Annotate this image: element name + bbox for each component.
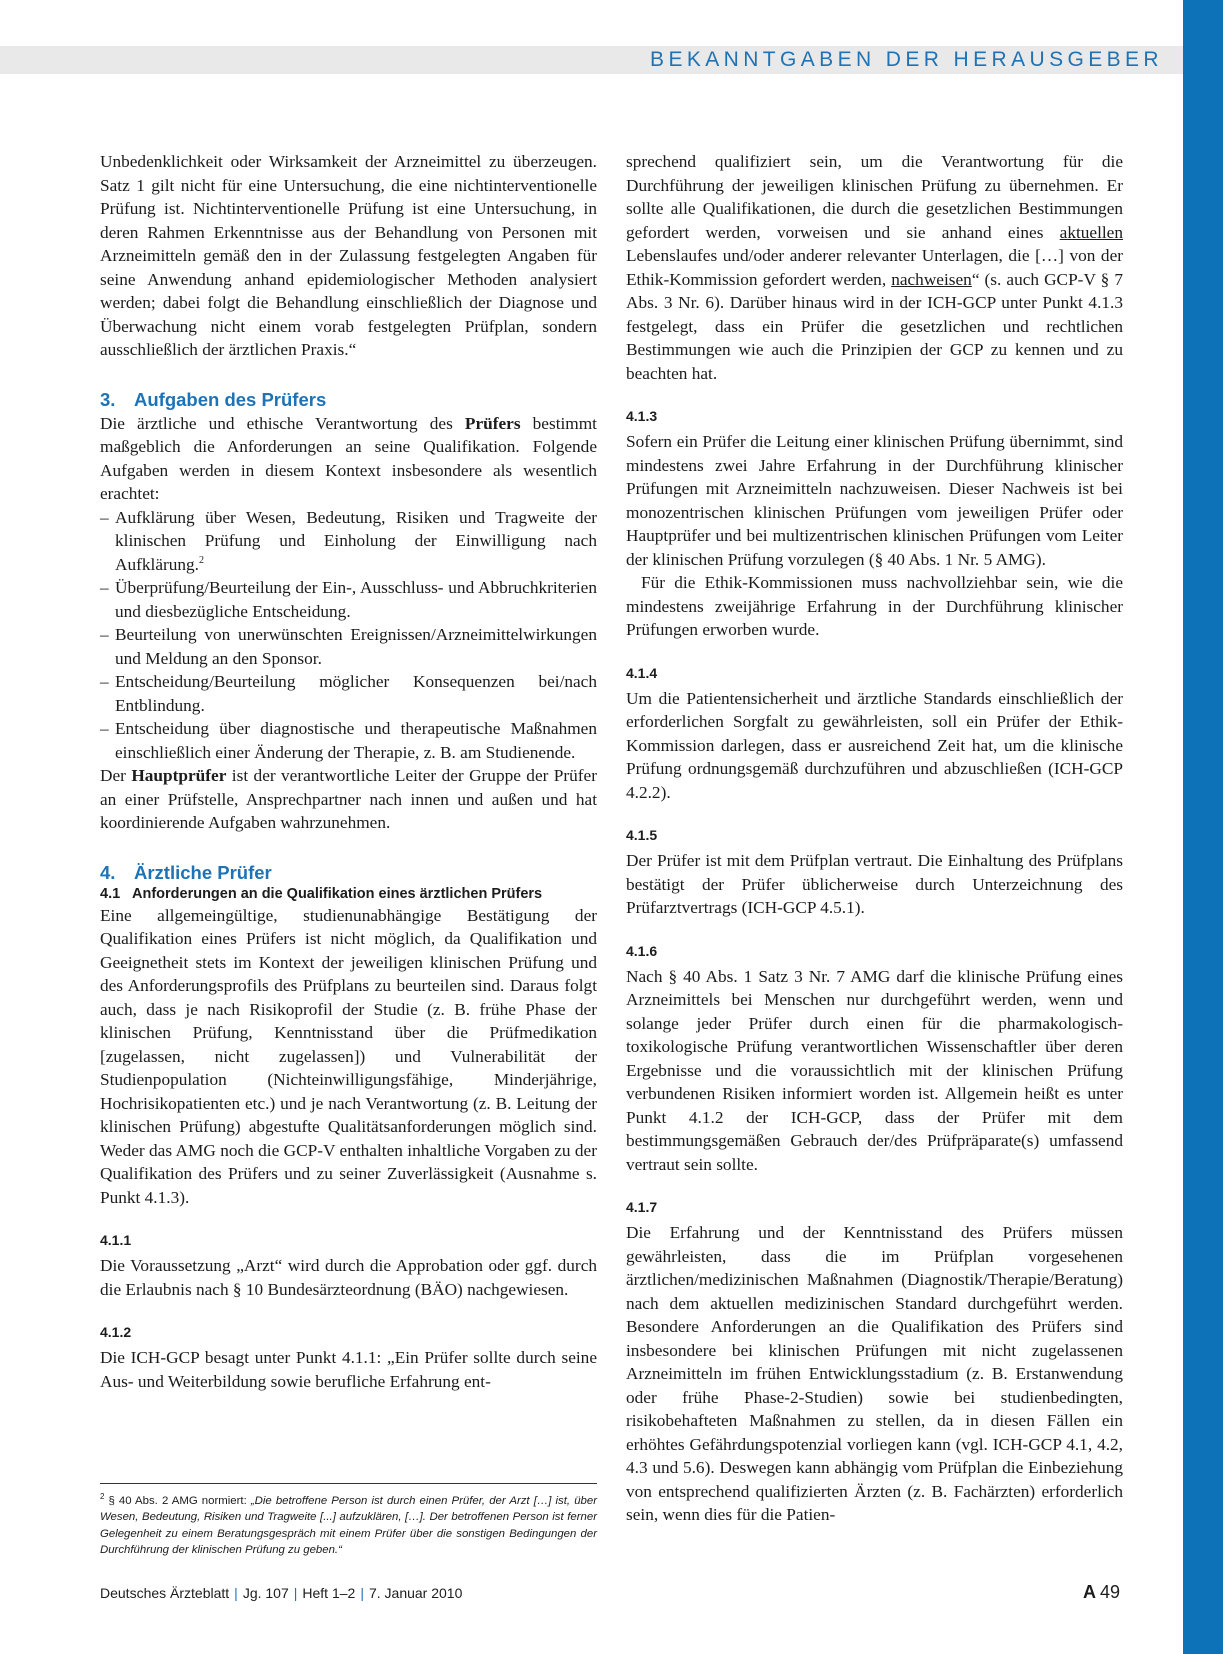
list-item: – Entscheidung/Beurteilung möglicher Konsequenzen bei/nach Entblindung. [100,672,597,715]
intro-paragraph: Unbedenklichkeit oder Wirksamkeit der Arzneimittel zu überzeugen. Satz 1 gilt nicht für eine Untersuchung, die eine nichtinterventionelle Prüfung ist. Nichtinterventionelle Prüfung ist eine Untersuchung, in deren Rahmen Erkenntnisse aus der Behandlung von Personen mit Arzneimitteln gemäß den in der Zulassung festgelegten Angaben für seine Anwendung anhand epidemiologischer Methoden analysiert werden; dabei folgt die Behandlung einschließlich der Diagnose und Überwachung nicht einem vorab festgelegten Prüfplan, sondern ausschließlich der ärztlichen Praxis.“ [100,152,597,359]
section-4-1-3-heading: 4.1.3 [626,408,658,424]
issue: Heft 1–2 [302,1585,356,1601]
section-4-1-5-heading: 4.1.5 [626,827,658,843]
section-4-1-3-paragraph-1: Sofern ein Prüfer die Leitung einer klinischen Prüfung übernimmt, sind mindestens zwei Jahre Erfahrung in der Durchführung klinischer Prüfungen mit Arzneimitteln nachzuweisen. Dieser Nachweis ist bei monozentrischen klinischen Prüfungen vom jeweiligen Prüfer oder Hauptprüfer und bei multizentrischen klinischen Prüfungen vom Leiter der klinischen Prüfung vorzulegen (§ 40 Abs. 1 Nr. 5 AMG). [626,432,1123,569]
section-4-1-4-heading: 4.1.4 [626,664,658,681]
footer-citation: Deutsches Ärzteblatt | Jg. 107 | Heft 1–2 | 7. Januar 2010 [100,1585,463,1601]
section-3-paragraph-1: Die ärztliche und ethische Verantwortung des Prüfers bestimmt maßgeblich die Anforderungen an seine Qualifikation. Folgende Aufgaben werden in diesem Kontext insbesondere als wesentlich erachtet: [100,413,597,503]
volume: Jg. 107 [242,1585,289,1601]
side-color-bar [1183,0,1223,1654]
section-4-1-5-paragraph: Der Prüfer ist mit dem Prüfplan vertraut. Die Einhaltung des Prüfplans bestätigt der Prüfer üblicherweise durch Unterzeichnung des Prüfarztvertrags (ICH-GCP 4.5.1). [626,851,1123,917]
section-4-1-2-paragraph: Die ICH-GCP besagt unter Punkt 4.1.1: „Ein Prüfer sollte durch seine Aus- und Weiterbildung sowie berufliche Erfahrung ent- [100,1348,597,1391]
list-item: – Entscheidung über diagnostische und therapeutische Maßnahmen einschließlich einer Änderung der Therapie, z. B. am Studienende. [100,719,597,762]
list-item: – Beurteilung von unerwünschten Ereignissen/Arzneimittelwirkungen und Meldung an den Sponsor. [100,625,597,668]
section-4-1-4-paragraph: Um die Patientensicherheit und ärztliche Standards einschließlich der erforderlichen Sorgfalt zu gewährleisten, soll ein Prüfer der Ethik-Kommission darlegen, dass er ausreichend Zeit hat, um die klinische Prüfung ordnungsgemäß durchzuführen und abzuschließen (ICH-GCP 4.2.2). [626,688,1123,802]
journal-name: Deutsches Ärzteblatt [100,1585,230,1601]
section-4-heading: 4. Ärztliche Prüfer [100,861,272,883]
section-4-1-heading: 4.1 Anforderungen an die Qualifikation eines ärztlichen Prüfers [100,885,543,902]
section-3-heading: 3. Aufgaben des Prüfers [100,388,327,410]
section-header-title: BEKANNTGABEN DER HERAUSGEBER [650,48,1163,71]
page-number: A 49 [1082,1582,1120,1602]
section-4-1-2-heading: 4.1.2 [100,1324,132,1340]
section-3-paragraph-2: Der Hauptprüfer ist der verantwortliche Leiter der Gruppe der Prüfer an einer Prüfstelle, Ansprechpartner nach innen und außen und hat koordinierende Aufgaben wahrzunehmen. [100,766,597,832]
list-item: – Aufklärung über Wesen, Bedeutung, Risiken und Tragweite der klinischen Prüfung und Einholung der Einwilligung nach Aufklärung.$^2$ [100,507,597,574]
right-column [626,150,1123,1527]
page-footer [100,1582,1120,1604]
section-4-1-1-paragraph: Die Voraussetzung „Arzt“ wird durch die Approbation oder ggf. durch die Erlaubnis nach § 10 Bundesärzteordnung (BÄO) nachgewiesen. [100,1256,597,1299]
section-4-1-7-paragraph: Die Erfahrung und der Kenntnisstand des Prüfers müssen gewährleisten, dass die im Prüfplan vorgesehenen ärztlichen/medizinischen Maßnahmen (Diagnostik/Therapie/Beratung) nach dem aktuellen medizinischen Standard durchgeführt werden. Besondere Anforderungen an die Qualifikation des Prüfers sind insbesondere bei klinischen Prüfungen mit nicht zugelassenen Arzneimitteln im frühen Entwicklungsstadium (z. B. Erstanwendung oder frühe Phase-2-Studien) sowie bei studienbedingten, risikobehafteten Maßnahmen zu stellen, da in diesen Fällen ein erhöhtes Gefährdungspotenzial vorliegen kann (vgl. ICH-GCP 4.1, 4.2, 4.3 und 5.6). Deswegen kann abhängig vom Prüfplan die Einbeziehung von entsprechend qualifizierten Ärzten (z. B. Fachärzten) erforderlich sein, wenn dies für die Patien- [626,1223,1123,1524]
issue-date: 7. Januar 2010 [368,1585,463,1601]
section-4-1-1-heading: 4.1.1 [100,1232,132,1248]
underlined-word: nachweisen [891,269,972,289]
list-item: – Überprüfung/Beurteilung der Ein-, Ausschluss- und Abbruchkriterien und diesbezügliche Entscheidung. [100,578,597,621]
left-column [100,150,597,1393]
section-4-1-6-heading: 4.1.6 [626,942,658,959]
task-list [100,506,597,765]
footnote-ref: 2 [199,554,204,566]
section-4-1-paragraph: Eine allgemeingültige, studienunabhängige Bestätigung der Qualifikation eines Prüfers ist nicht möglich, da Qualifikation und Geeignetheit stets im Kontext der jeweiligen klinischen Prüfung und des Anforderungsprofils des Prüfplans zu beurteilen sind. Daraus folgt auch, dass je nach Risikoprofil der Studie (z. B. frühe Phase der klinischen Prüfung, Kenntnisstand über die Prüfmedikation [zugelassen, nicht zugelassen]) und Vulnerabilität der Studienpopulation (Nichteinwilligungsfähige, Minderjährige, Hochrisikopatienten etc.) und je nach Verantwortung (z. B. Leitung der klinischen Prüfung) abgestufte Qualitätsanforderungen möglich sind. Weder das AMG noch die GCP-V enthalten inhaltliche Vorgaben zu der Qualifikation des Prüfers und zu seiner Zuverlässigkeit (Ausnahme s. Punkt 4.1.3). [100,905,597,1207]
section-4-1-2-continuation: sprechend qualifiziert sein, um die Verantwortung für die Durchführung der jeweiligen klinischen Prüfung zu übernehmen. Er sollte alle Qualifikationen, die durch die gesetzlichen Bestimmungen gefordert werden, vorweisen und sie anhand eines aktuellen Lebenslaufes und/oder anderer relevanter Unterlagen, die […] von der Ethik-Kommission gefordert werden, nachweisen“ (s. auch GCP-V § 7 Abs. 3 Nr. 6). Darüber hinaus wird in der ICH-GCP unter Punkt 4.1.3 festgelegt, dass ein Prüfer die gesetzlichen und rechtlichen Bestimmungen wie auch die Prinzipien der GCP zu kennen und zu beachten hat. [626,152,1123,383]
underlined-word: aktuellen [1059,222,1123,242]
footnote-text: $^2$ § 40 Abs. 2 AMG normiert: „Die betroffene Person ist durch einen Prüfer, der Arzt […] ist, über Wesen, Bedeutung, Risiken und Tragweite [...] aufzuklären, […]. Der betroffenen Person ist ferner Gelegenheit zu einem Beratungsgespräch mit einem Prüfer über die sonstigen Bedingungen der Durchführung der klinischen Prüfung zu geben.“ [100,1492,597,1556]
section-4-1-6-paragraph: Nach § 40 Abs. 1 Satz 3 Nr. 7 AMG darf die klinische Prüfung eines Arzneimittels bei Menschen nur durchgeführt werden, wenn und solange jeder Prüfer durch einen für die pharmakologisch-toxikologische Prüfung verantwortlichen Wissenschaftler über deren Ergebnisse und die voraussichtlich mit der klinischen Prüfung verbundenen Risiken informiert worden ist. Allgemein heißt es unter Punkt 4.1.2 der ICH-GCP, dass der Prüfer mit dem bestimmungsgemäßen Gebrauch der/des Prüfpräparate(s) umfassend vertraut sein sollte. [626,966,1123,1174]
section-4-1-3-paragraph-2: Für die Ethik-Kommissionen muss nachvollziehbar sein, wie die mindestens zweijährige Erfahrung in der Durchführung klinischer Prüfungen erworben wurde. [626,573,1123,639]
footnote [100,1483,597,1558]
section-4-1-7-heading: 4.1.7 [626,1199,658,1215]
